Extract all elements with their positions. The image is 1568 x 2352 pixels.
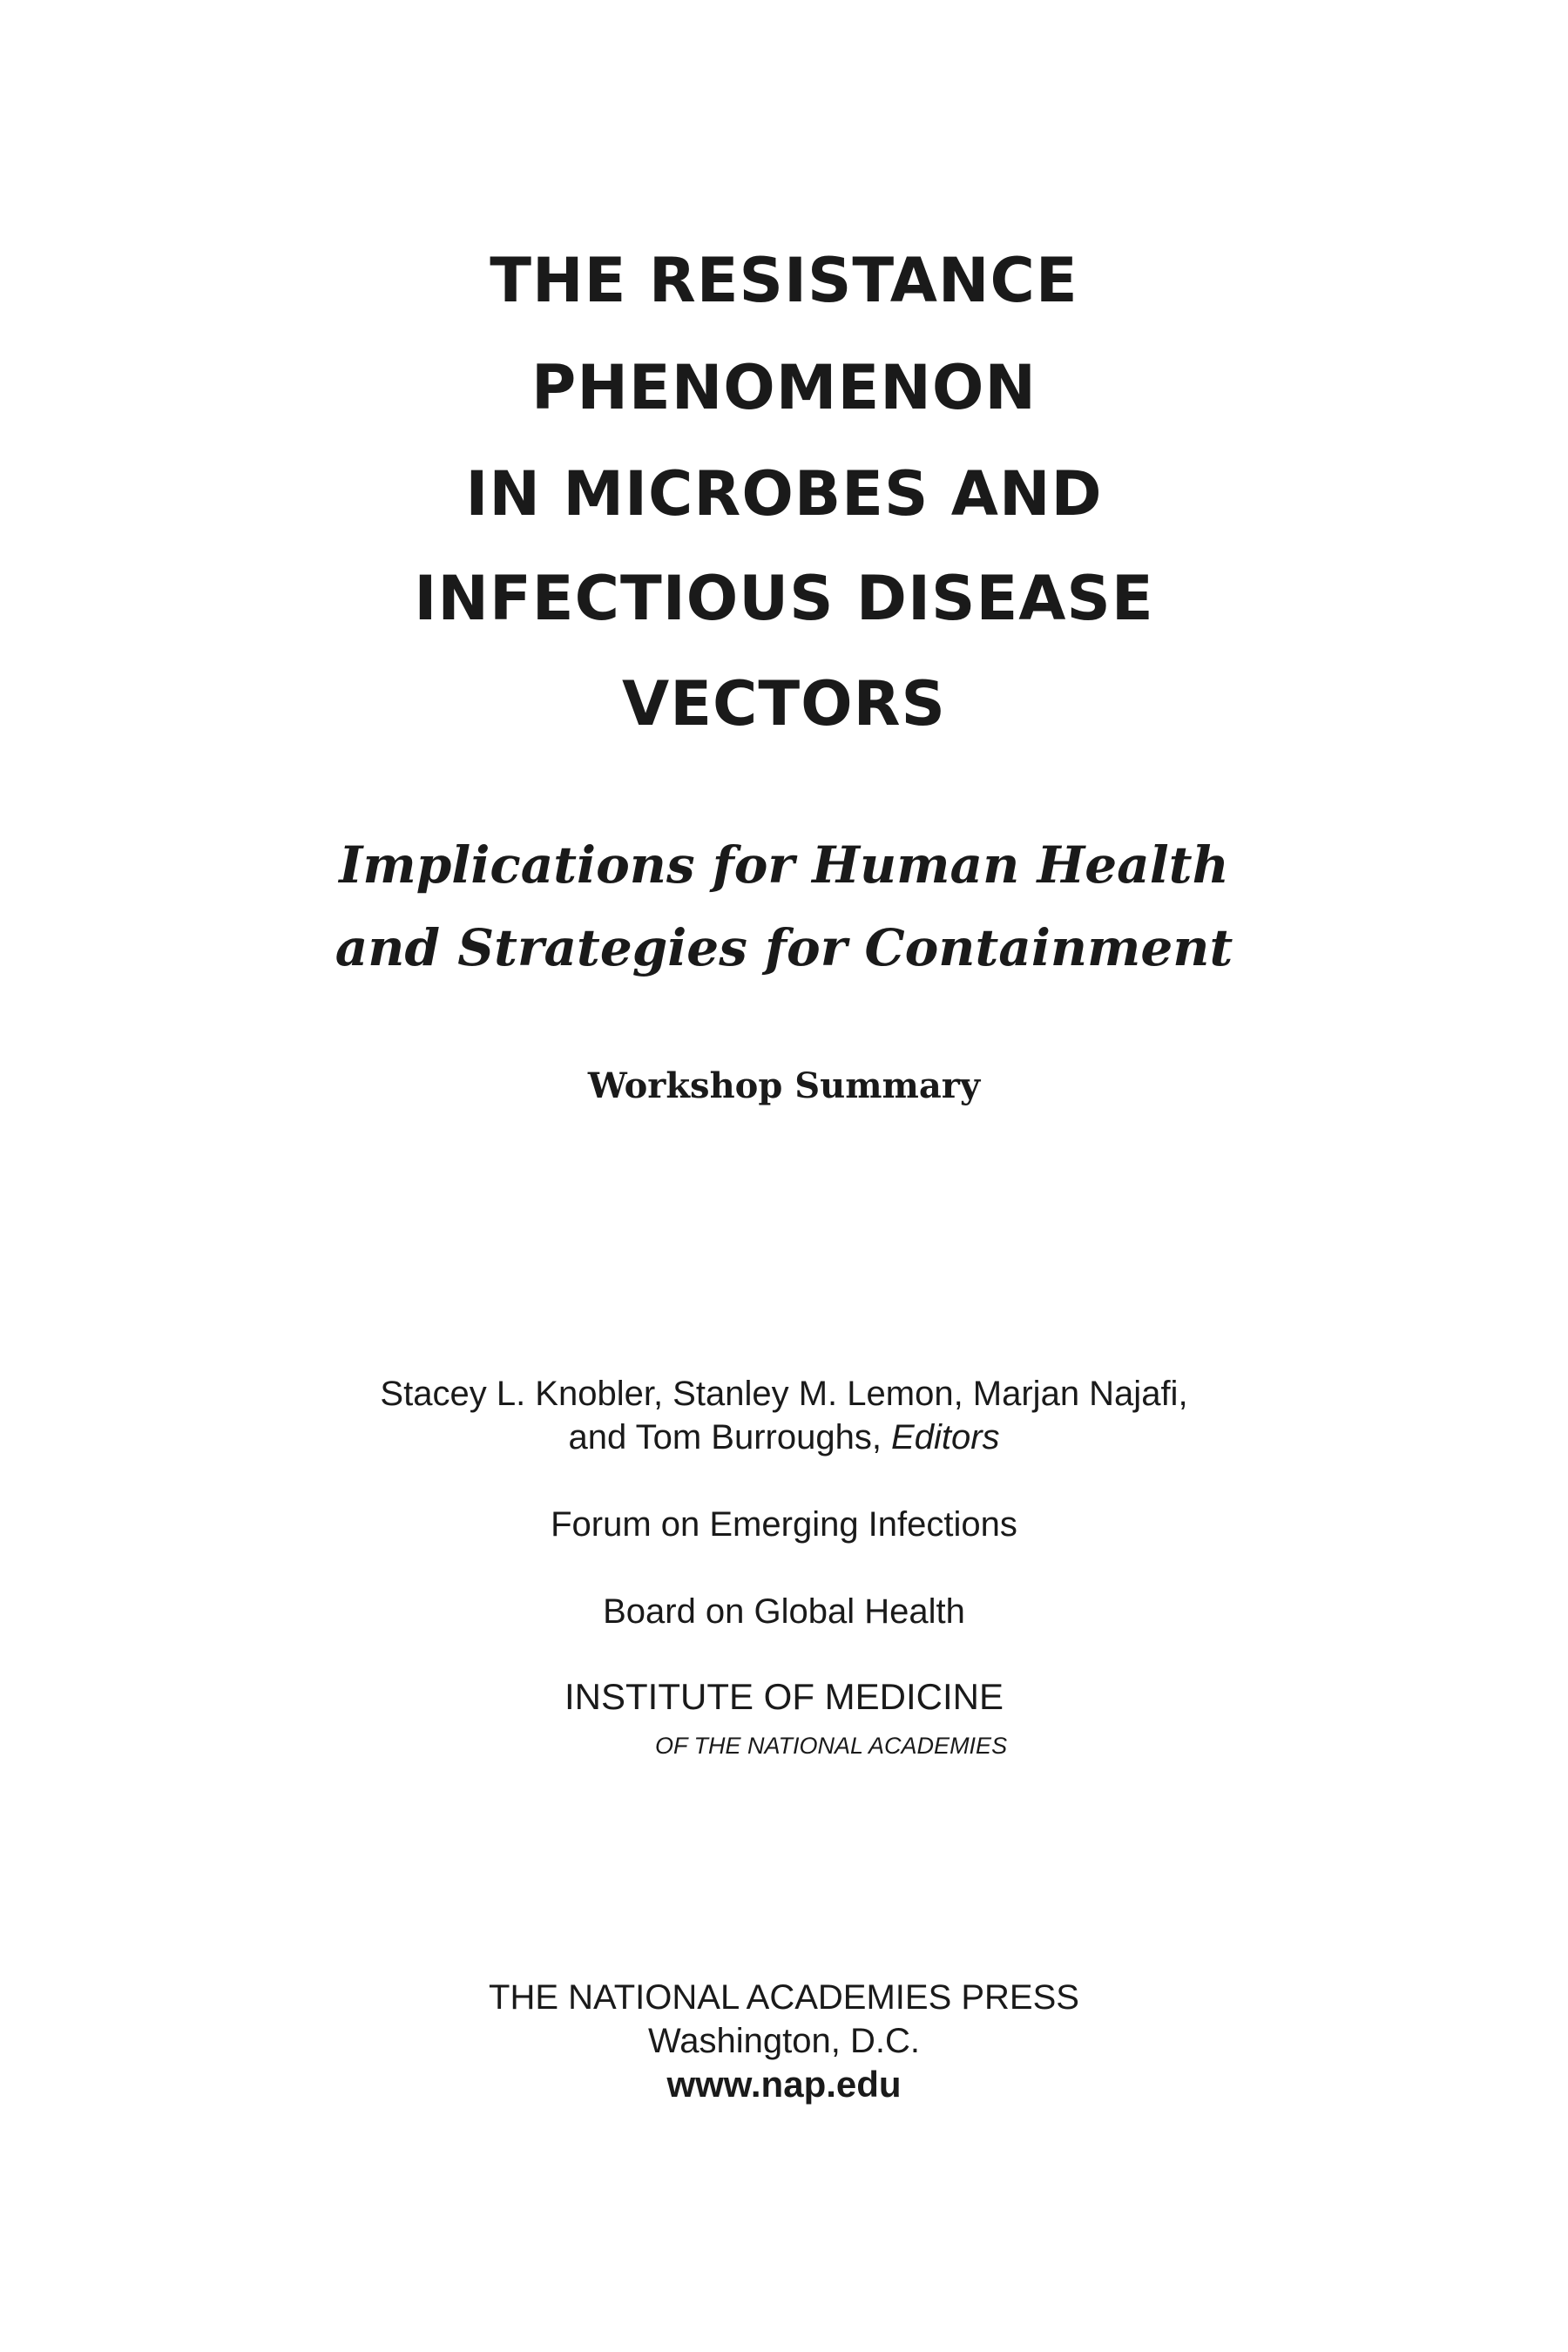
title-line-4: INFECTIOUS DISEASE	[414, 563, 1154, 634]
editors-line-1: Stacey L. Knobler, Stanley M. Lemon, Marjan Najafi,	[380, 1375, 1188, 1413]
title-line-1: THE RESISTANCE	[490, 245, 1078, 316]
institute-subtitle: OF THE NATIONAL ACADEMIES	[655, 1733, 1008, 1759]
publisher-url[interactable]: www.nap.edu	[666, 2064, 902, 2105]
editors-line-2	[0, 1416, 1568, 1459]
institute-name: INSTITUTE OF MEDICINE	[564, 1676, 1004, 1717]
publisher-name: THE NATIONAL ACADEMIES PRESS	[489, 1978, 1079, 2017]
title-line-5: VECTORS	[622, 668, 946, 740]
editors-names: and Tom Burroughs,	[568, 1418, 892, 1456]
board-name: Board on Global Health	[603, 1592, 965, 1631]
subtitle-line-2: and Strategies for Containment	[335, 918, 1233, 977]
editors-role: Editors	[891, 1418, 1000, 1456]
title-line-2: PHENOMENON	[531, 352, 1037, 423]
publisher-city: Washington, D.C.	[648, 2022, 920, 2060]
forum-name: Forum on Emerging Infections	[551, 1505, 1017, 1544]
title-line-3: IN MICROBES AND	[465, 458, 1103, 530]
subtitle-line-1: Implications for Human Health	[339, 835, 1229, 895]
report-type: Workshop Summary	[587, 1065, 981, 1106]
